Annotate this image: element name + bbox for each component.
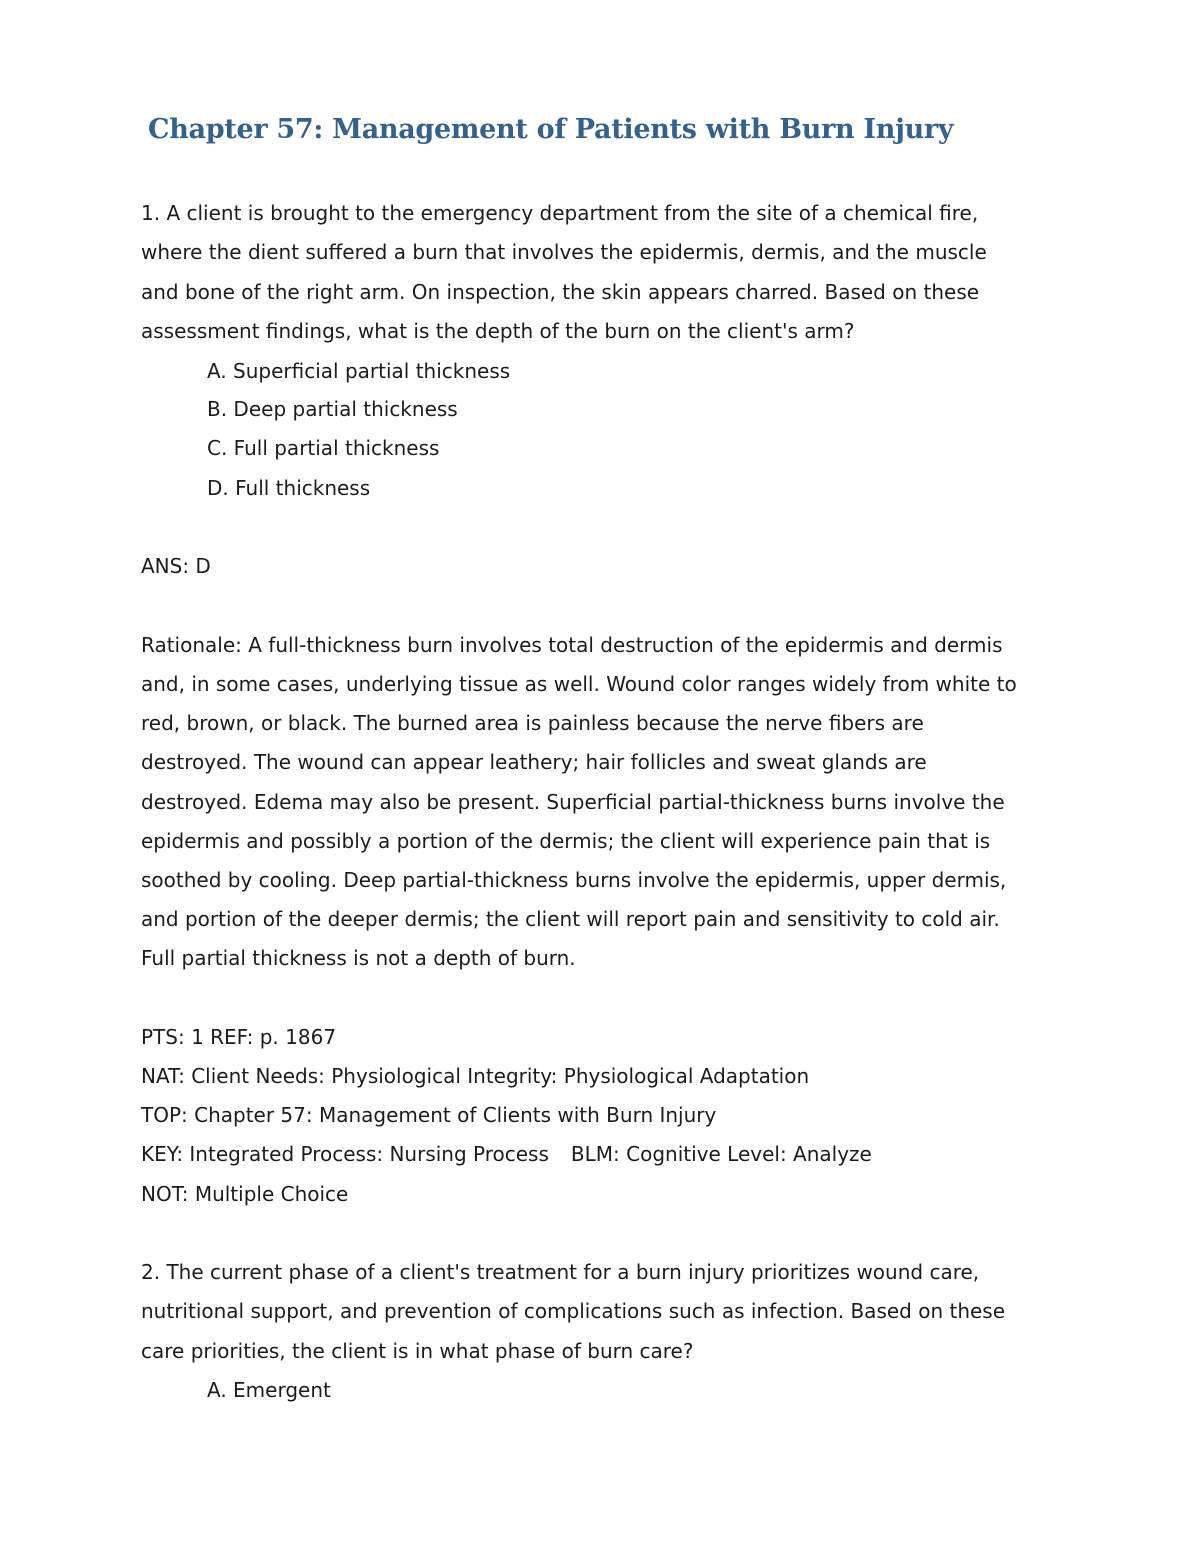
chapter-title: Chapter 57: Management of Patients with Burn Injury [148, 114, 954, 145]
q2-stem-line: care priorities, the client is in what phase of burn care? [141, 1339, 694, 1363]
q1-stem-line: assessment findings, what is the depth of the burn on the client's arm? [141, 319, 855, 343]
q2-stem-line: 2. The current phase of a client's treatment for a burn injury prioritizes wound care, [141, 1260, 980, 1284]
q1-meta-pts: PTS: 1 REF: p. 1867 [141, 1025, 337, 1049]
q1-rationale-line: destroyed. The wound can appear leathery; hair follicles and sweat glands are [141, 750, 927, 774]
q2-stem-line: nutritional support, and prevention of complications such as infection. Based on these [141, 1299, 1006, 1323]
q1-option-c: C. Full partial thickness [207, 436, 440, 460]
q1-rationale-line: and, in some cases, underlying tissue as well. Wound color ranges widely from white to [141, 672, 1017, 696]
q1-meta-blm: BLM: Cognitive Level: Analyze [570, 1142, 872, 1166]
q1-stem-line: 1. A client is brought to the emergency department from the site of a chemical fire, [141, 201, 979, 225]
q1-option-a: A. Superficial partial thickness [207, 359, 511, 383]
q1-stem-line: where the dient suffered a burn that involves the epidermis, dermis, and the muscle [141, 240, 987, 264]
q1-rationale-line: red, brown, or black. The burned area is painless because the nerve fibers are [141, 711, 924, 735]
q1-rationale-line: destroyed. Edema may also be present. Superficial partial-thickness burns involve the [141, 790, 1005, 814]
q1-meta-not: NOT: Multiple Choice [141, 1182, 349, 1206]
q1-meta-key: KEY: Integrated Process: Nursing Process [141, 1142, 549, 1166]
q1-option-b: B. Deep partial thickness [207, 397, 458, 421]
q1-rationale-line: Rationale: A full-thickness burn involves total destruction of the epidermis and dermis [141, 633, 1003, 657]
q1-answer: ANS: D [141, 554, 211, 578]
q1-rationale-line: Full partial thickness is not a depth of burn. [141, 946, 576, 970]
q1-stem-line: and bone of the right arm. On inspection, the skin appears charred. Based on these [141, 280, 980, 304]
q1-meta-nat: NAT: Client Needs: Physiological Integrity: Physiological Adaptation [141, 1064, 810, 1088]
q1-meta-key-row [141, 1141, 872, 1167]
q2-option-a: A. Emergent [207, 1378, 331, 1402]
q1-rationale-line: and portion of the deeper dermis; the client will report pain and sensitivity to cold air. [141, 907, 1000, 931]
q1-rationale-line: soothed by cooling. Deep partial-thickness burns involve the epidermis, upper dermis, [141, 868, 1007, 892]
q1-option-d: D. Full thickness [207, 476, 371, 500]
q1-rationale-line: epidermis and possibly a portion of the dermis; the client will experience pain that is [141, 829, 991, 853]
q1-meta-top: TOP: Chapter 57: Management of Clients with Burn Injury [141, 1103, 717, 1127]
